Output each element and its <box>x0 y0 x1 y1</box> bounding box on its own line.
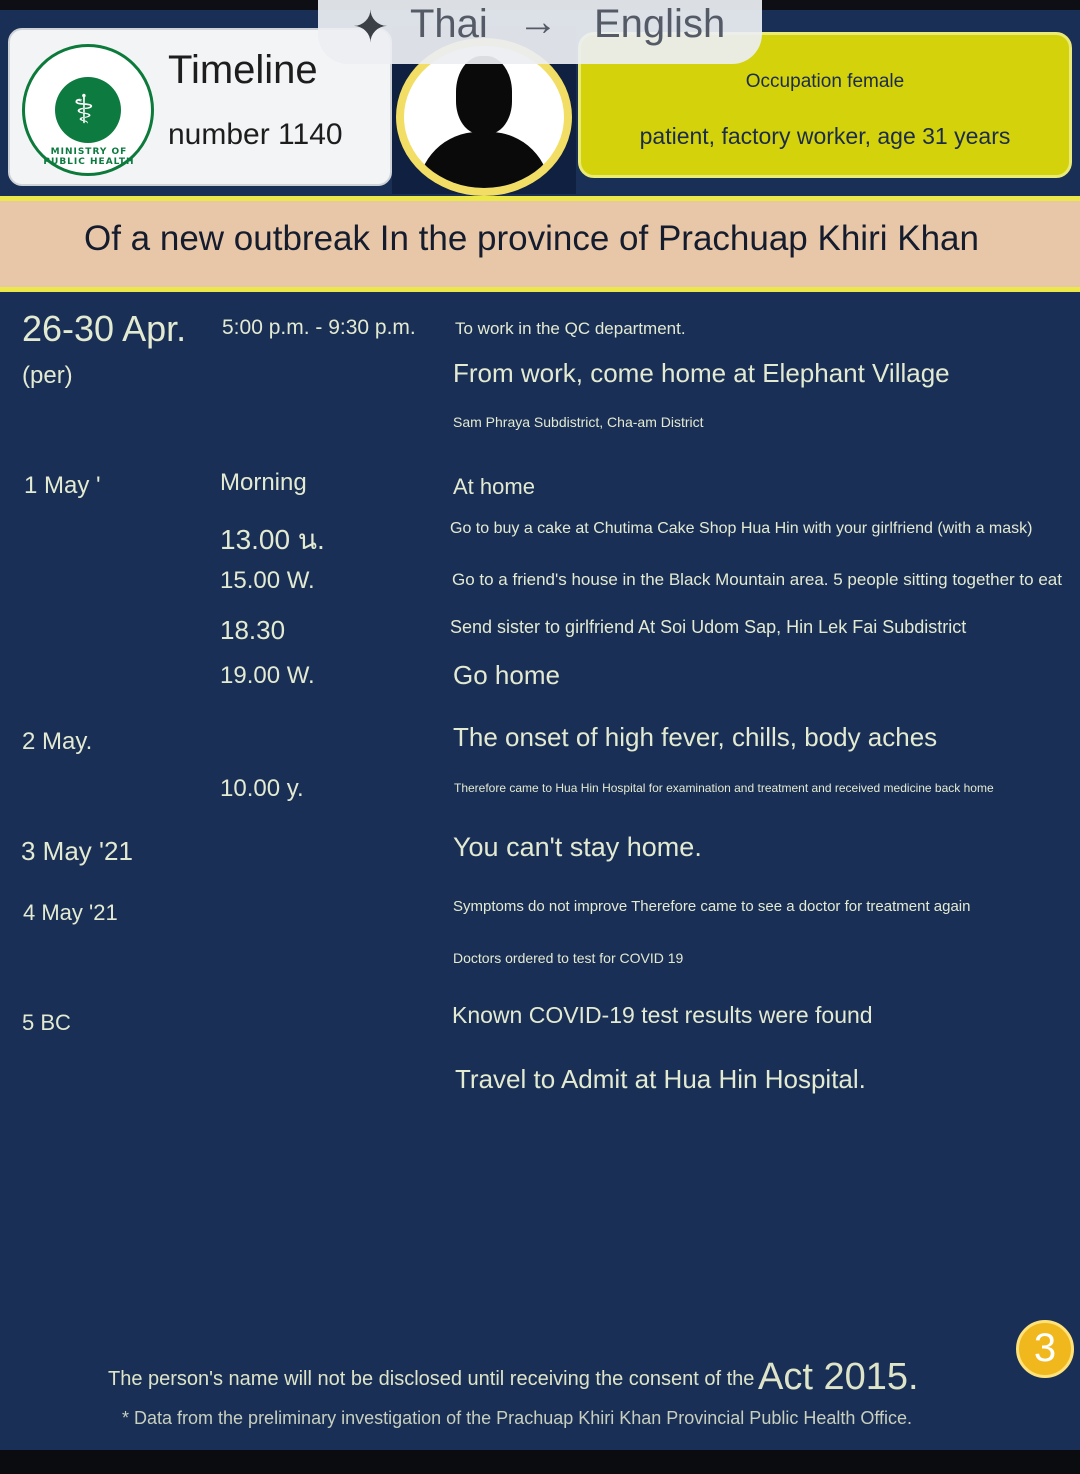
caduceus-emblem <box>55 77 121 143</box>
time-label: 18.30 <box>220 615 286 645</box>
event-text: Doctors ordered to test for COVID 19 <box>453 950 684 966</box>
event-text: To work in the QC department. <box>455 319 686 338</box>
time-label: 19.00 W. <box>220 662 315 689</box>
case-number: number 1140 <box>168 118 343 151</box>
target-language[interactable]: English <box>594 2 726 46</box>
avatar-inner <box>404 46 564 188</box>
event-text: Send sister to girlfriend At Soi Udom Sap, Hin Lek Fai Subdistrict <box>450 617 967 637</box>
date-sublabel: (per) <box>22 362 73 389</box>
date-label: 4 May '21 <box>23 900 118 925</box>
translate-language-bar[interactable] <box>318 0 762 64</box>
occupation-line-1: Occupation female <box>745 71 905 92</box>
timeline-title: Timeline <box>168 48 318 92</box>
event-text: Sam Phraya Subdistrict, Cha-am District <box>453 414 704 430</box>
caduceus-icon: ⚕ <box>73 88 95 132</box>
time-label: 13.00 น. <box>220 524 325 555</box>
time-label: Morning <box>220 469 307 496</box>
arrow-right-icon: → <box>518 0 558 44</box>
date-label: 2 May. <box>22 728 93 755</box>
event-text: Therefore came to Hua Hin Hospital for examination and treatment and received medicine back home <box>454 781 994 795</box>
event-text: Go to a friend's house in the Black Mountain area. 5 people sitting together to eat <box>452 570 1062 589</box>
time-label: 5:00 p.m. - 9:30 p.m. <box>222 316 416 339</box>
time-label: 10.00 y. <box>220 775 304 802</box>
page-number-badge: 3 <box>1016 1320 1074 1378</box>
time-label: 15.00 W. <box>220 567 315 594</box>
event-text: At home <box>453 474 535 499</box>
outbreak-banner <box>0 196 1080 292</box>
logo-lettering: MINISTRY OF PUBLIC HEALTH <box>43 147 135 167</box>
event-text: You can't stay home. <box>453 832 702 862</box>
silhouette-icon <box>456 56 512 134</box>
silhouette-body <box>418 132 550 188</box>
date-label: 3 May '21 <box>21 836 133 866</box>
banner-text: Of a new outbreak In the province of Prachuap Khiri Khan <box>84 219 979 258</box>
occupation-line-2: patient, factory worker, age 31 years <box>639 123 1011 149</box>
source-language[interactable]: Thai <box>410 2 488 46</box>
source-note: * Data from the preliminary investigation of the Prachuap Khiri Khan Provincial Public Health Office. <box>122 1408 913 1428</box>
event-text: Go to buy a cake at Chutima Cake Shop Hua Hin with your girlfriend (with a mask) <box>450 520 1033 537</box>
event-text: Go home <box>453 660 560 690</box>
event-text: Symptoms do not improve Therefore came to see a doctor for treatment again <box>453 898 971 915</box>
ministry-logo <box>22 44 154 176</box>
event-text: The onset of high fever, chills, body aches <box>453 722 938 752</box>
date-label: 26-30 Apr. <box>22 308 187 349</box>
sparkle-icon: ✦ <box>352 3 389 52</box>
date-label: 5 BC <box>22 1010 71 1035</box>
date-label: 1 May ' <box>24 472 101 499</box>
disclaimer-act: Act 2015. <box>758 1356 919 1398</box>
event-text: From work, come home at Elephant Village <box>453 358 950 388</box>
event-text: Known COVID-19 test results were found <box>452 1002 873 1028</box>
disclaimer-text: The person's name will not be disclosed until receiving the consent of the <box>108 1368 755 1390</box>
bottom-nav-strip <box>0 1450 1080 1474</box>
event-text: Travel to Admit at Hua Hin Hospital. <box>455 1064 866 1094</box>
